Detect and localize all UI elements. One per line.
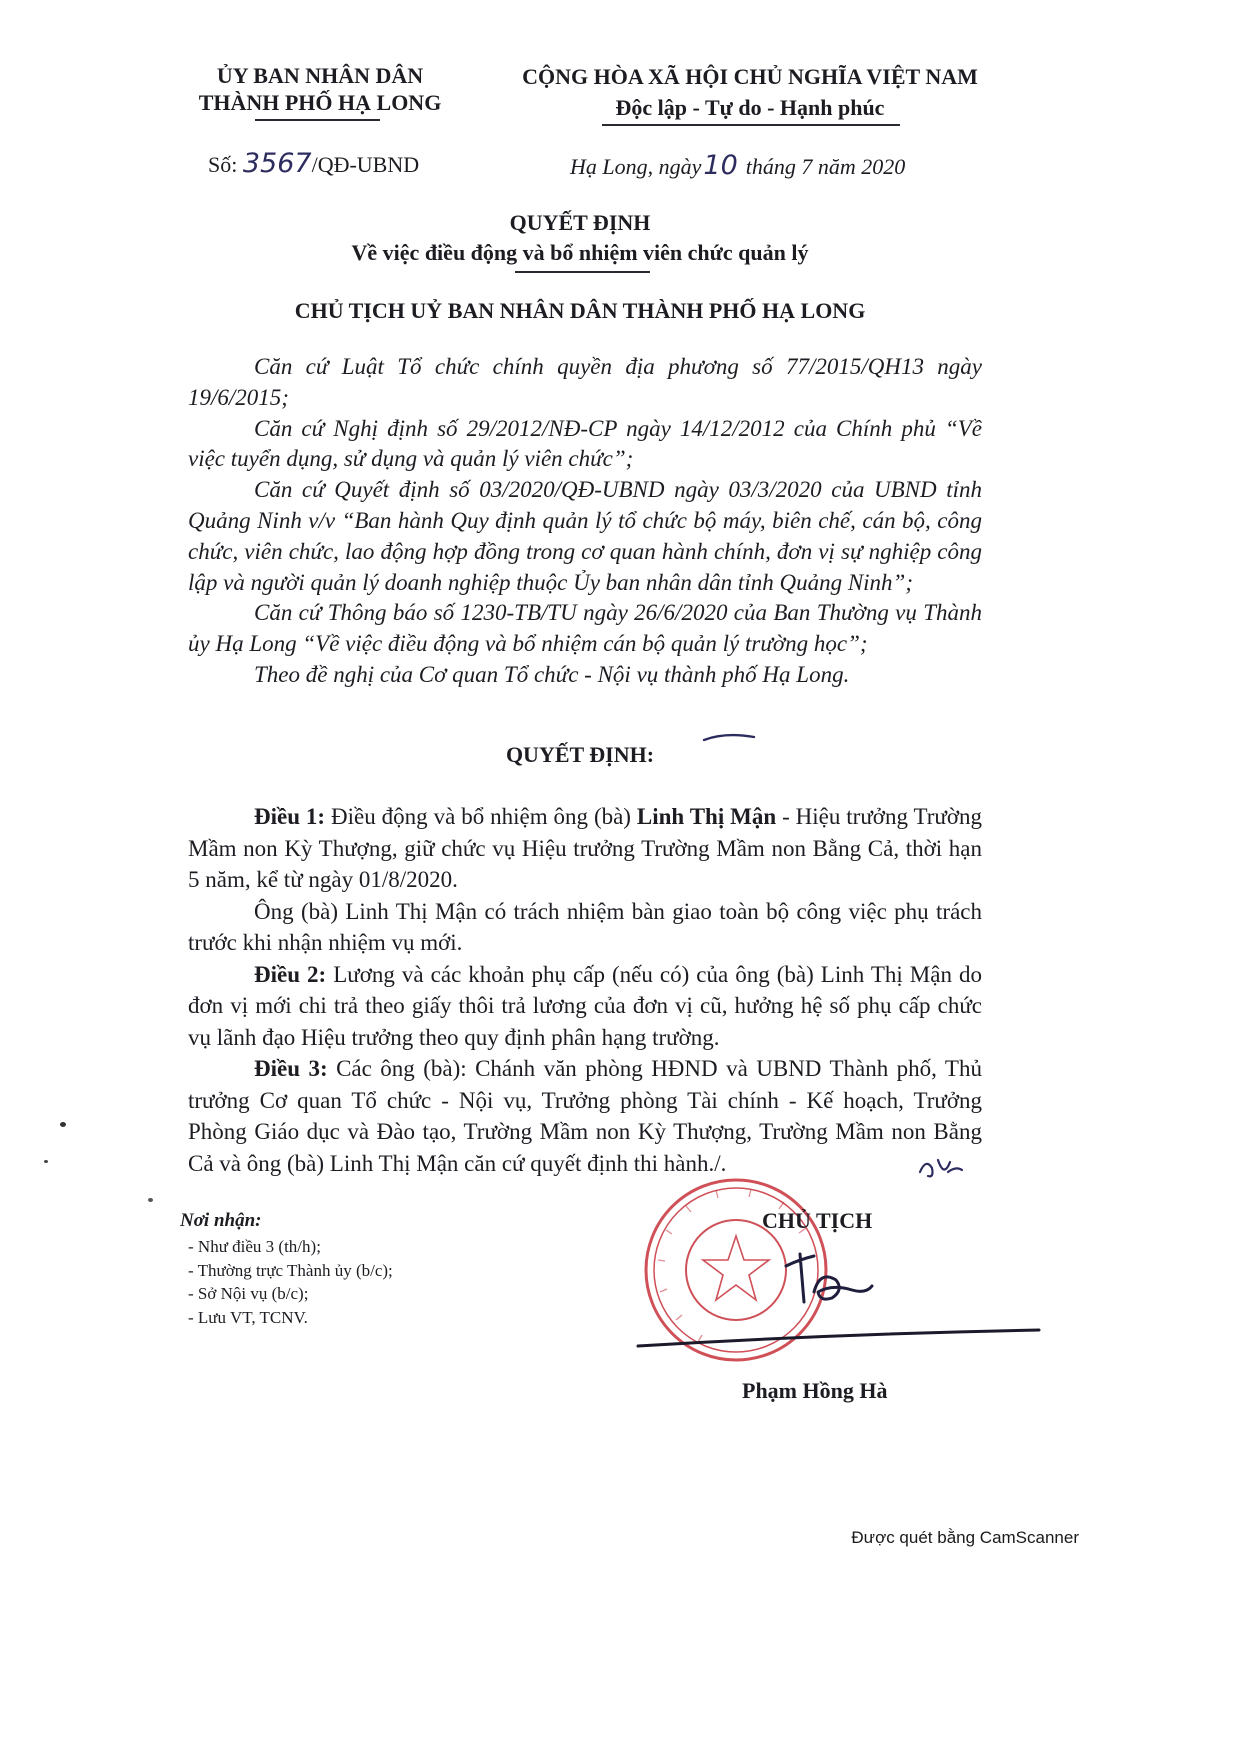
scan-speck [60,1122,66,1127]
legal-basis-4: Căn cứ Thông báo số 1230-TB/TU ngày 26/6/2020 của Ban Thường vụ Thành ủy Hạ Long “Về việc điều động và bổ nhiệm cán bộ quản lý trường học”; [188,600,982,657]
handwritten-day: 10 [703,150,738,181]
article-2 [188,959,982,1054]
document-subject: Về việc điều động và bổ nhiệm viên chức quản lý [351,240,809,265]
article-3 [188,1053,982,1179]
handwritten-signature-image [780,1240,880,1320]
article-2-label: Điều 2: [254,961,327,987]
agency-line-1: ỦY BAN NHÂN DÂN [216,63,424,88]
number-prefix: Số: [208,152,238,177]
recipients-list [180,1235,500,1329]
recipient-item: - Thường trực Thành ủy (b/c); [188,1260,393,1280]
article-1-text-after: - Hiệu trưởng Trường Mầm non Kỳ Thượng, giữ chức vụ Hiệu trưởng Trường Mầm non Bằng Cả, thời hạn 5 năm, kể từ ngày 01/8/2020. [188,804,982,892]
signatory-role: CHỦ TỊCH [762,1208,873,1233]
national-title: CỘNG HÒA XÃ HỘI CHỦ NGHĨA VIỆT NAM [522,64,978,89]
motto-underline [602,124,900,126]
document-number [208,148,419,179]
handwritten-initials-image [916,1154,966,1182]
recipients-heading: Nơi nhận: [180,1210,262,1231]
issuing-authority: CHỦ TỊCH UỶ BAN NHÂN DÂN THÀNH PHỐ HẠ LONG [294,298,866,323]
legal-basis-2: Căn cứ Nghị định số 29/2012/NĐ-CP ngày 14/12/2012 của Chính phủ “Về việc tuyển dụng, sử dụng và quản lý viên chức”; [188,415,982,472]
issuing-agency [170,62,470,116]
article-3-text: Các ông (bà): Chánh văn phòng HĐND và UBND Thành phố, Thủ trưởng Cơ quan Tổ chức - Nội vụ, Trưởng phòng Tài chính - Kế hoạch, Trưởng Phòng Giáo dục và Đào tạo, Trường Mầm non Kỳ Thượng, Trường Mầm non Bằng Cả và ông (bà) Linh Thị Mận căn cứ quyết định thi hành./. [188,1056,982,1176]
appointee-name: Linh Thị Mận [636,804,777,829]
agency-line-2: THÀNH PHỐ HẠ LONG [198,90,442,115]
recipients [180,1210,500,1329]
scan-speck [148,1198,153,1202]
decision-heading: QUYẾT ĐỊNH: [505,742,655,767]
subject-underline [515,271,650,273]
recipient-item: - Sở Nội vụ (b/c); [188,1284,309,1303]
scan-speck [44,1160,48,1163]
agency-underline [255,119,380,121]
article-2-text: Lương và các khoản phụ cấp (nếu có) của ông (bà) Linh Thị Mận do đơn vị mới chi trả theo giấy thôi trả lương của đơn vị cũ, hưởng hệ số phụ cấp chức vụ lãnh đạo Hiệu trưởng theo quy định phân hạng trường. [188,961,982,1050]
scanner-watermark: Được quét bằng CamScanner [851,1528,1079,1547]
article-1-text-before: Điều động và bổ nhiệm ông (bà) [331,804,631,829]
number-suffix: /QĐ-UBND [311,152,420,177]
signatory-name: Phạm Hồng Hà [742,1378,888,1403]
document-type: QUYẾT ĐỊNH [509,210,651,235]
date-prefix: Hạ Long, ngày [570,154,702,179]
signature-stroke [634,1322,1044,1352]
article-1-paragraph-2: Ông (bà) Linh Thị Mận có trách nhiệm bàn giao toàn bộ công việc phụ trách trước khi nhận nhiệm vụ mới. [188,898,982,955]
national-motto: Độc lập - Tự do - Hạnh phúc [615,95,885,120]
legal-basis-1: Căn cứ Luật Tổ chức chính quyền địa phương số 77/2015/QH13 ngày 19/6/2015; [188,354,982,410]
articles [188,801,982,1179]
legal-basis-3: Căn cứ Quyết định số 03/2020/QĐ-UBND ngày 03/3/2020 của UBND tỉnh Quảng Ninh v/v “Ban hành Quy định quản lý tổ chức bộ máy, biên chế, cán bộ, công chức, viên chức, lao động hợp đồng trong cơ quan hành chính, đơn vị sự nghiệp công lập và người quản lý doanh nghiệp thuộc Ủy ban nhân dân tỉnh Quảng Ninh”; [188,477,982,595]
date-suffix: tháng 7 năm 2020 [745,154,906,179]
legal-basis-5: Theo đề nghị của Cơ quan Tổ chức - Nội vụ thành phố Hạ Long. [254,661,850,687]
recipient-item: - Lưu VT, TCNV. [188,1307,308,1327]
recipient-item: - Như điều 3 (th/h); [188,1237,321,1256]
handwritten-number: 3567 [242,148,312,179]
article-3-label: Điều 3: [254,1056,328,1081]
legal-bases [188,352,982,691]
place-date [570,150,905,181]
article-1-label: Điều 1: [254,804,326,829]
article-1 [188,801,982,896]
